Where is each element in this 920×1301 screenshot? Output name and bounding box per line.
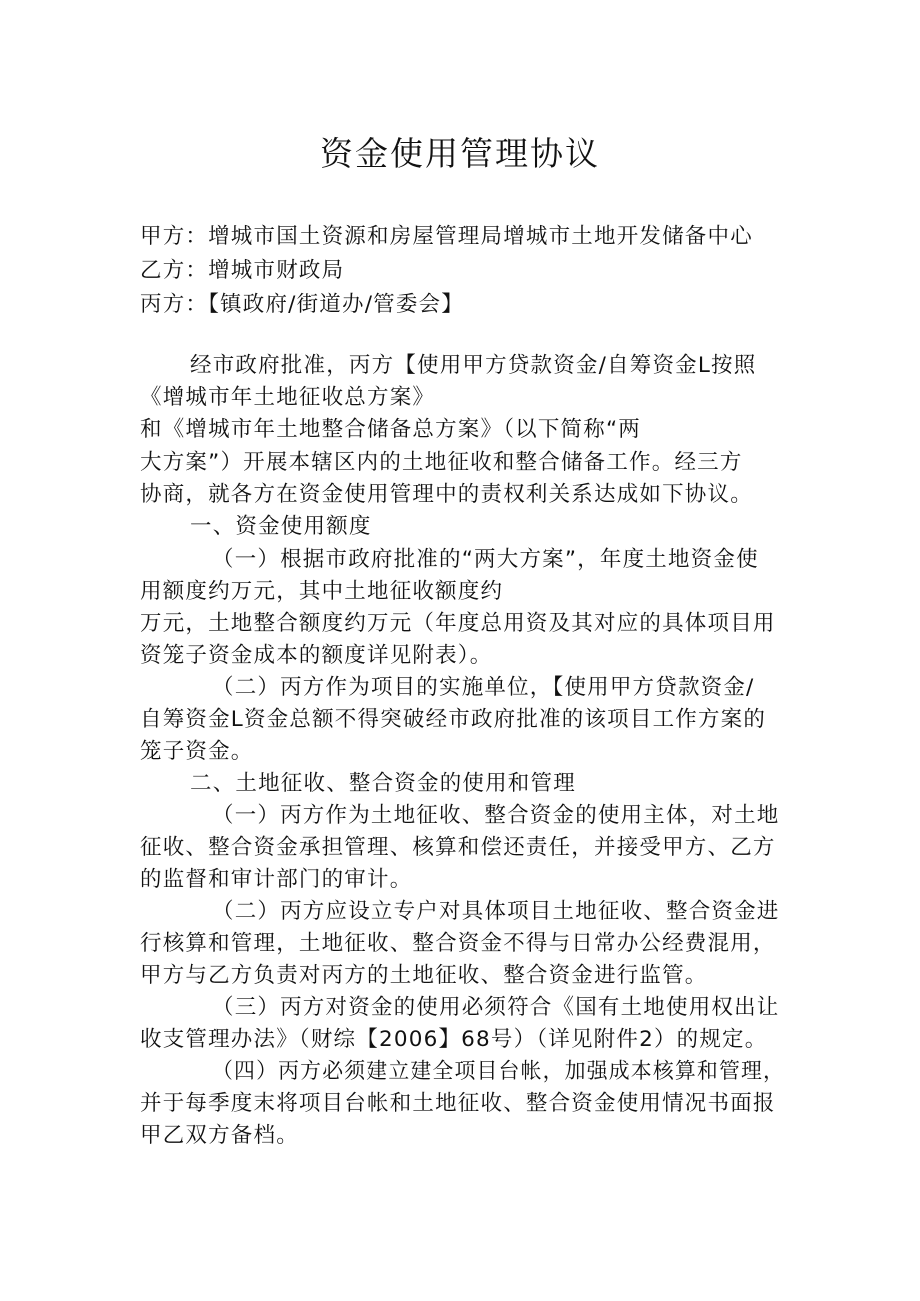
body-line: 经市政府批准，丙方【使用甲方贷款资金/自筹资金L按照 [190, 353, 757, 378]
body-line: 的监督和审计部门的审计。 [140, 867, 413, 892]
body-line: 协商，就各方在资金使用管理中的责权利关系达成如下协议。 [140, 482, 753, 507]
body-line: 和《增城市年土地整合储备总方案》（以下简称“两 [140, 417, 641, 442]
body-line: （二）丙方应设立专户对具体项目土地征收、整合资金进 [212, 899, 780, 924]
body-line: （四）丙方必须建立建全项目台帐，加强成本核算和管理， [212, 1059, 786, 1084]
body-line: 万元，土地整合额度约万元（年度总用资及其对应的具体项目用 [140, 611, 776, 636]
body-line: 乙方：增城市财政局 [140, 258, 345, 283]
body-line: （一）根据市政府批准的“两大方案”，年度土地资金使 [212, 547, 759, 572]
body-line: 大方案”）开展本辖区内的土地征收和整合储备工作。经三方 [140, 450, 743, 475]
body-line: 一、资金使用额度 [190, 514, 372, 539]
body-line: 二、土地征收、整合资金的使用和管理 [190, 771, 576, 796]
body-line: 丙方：【镇政府/街道办/管委会】 [140, 292, 464, 317]
body-line: 《增城市年土地征收总方案》 [140, 385, 436, 410]
body-line: 行核算和管理，土地征收、整合资金不得与日常办公经费混用， [140, 931, 776, 956]
body-line: 甲方与乙方负责对丙方的土地征收、整合资金进行监管。 [140, 963, 708, 988]
body-line: 资笼子资金成本的额度详见附表）。 [140, 643, 493, 668]
body-line: 收支管理办法》（财综【2006】68号）（详见附件2）的规定。 [140, 1027, 768, 1052]
body-line: 甲方：增城市国土资源和房屋管理局增城市土地开发储备中心 [140, 224, 753, 249]
body-line: （一）丙方作为土地征收、整合资金的使用主体，对土地 [212, 803, 780, 828]
body-line: （二）丙方作为项目的实施单位，【使用甲方贷款资金/ [212, 675, 755, 700]
body-line: （三）丙方对资金的使用必须符合《国有土地使用权出让 [212, 995, 780, 1020]
body-line: 并于每季度末将项目台帐和土地征收、整合资金使用情况书面报 [140, 1091, 776, 1116]
document-title: 资金使用管理协议 [320, 134, 600, 173]
body-line: 甲乙双方备档。 [140, 1123, 299, 1148]
body-line: 笼子资金。 [140, 739, 254, 764]
body-line: 用额度约万元，其中土地征收额度约 [140, 579, 504, 604]
body-line: 自筹资金L资金总额不得突破经市政府批准的该项目工作方案的 [140, 707, 767, 732]
body-line: 征收、整合资金承担管理、核算和偿还责任，并接受甲方、乙方 [140, 835, 776, 860]
